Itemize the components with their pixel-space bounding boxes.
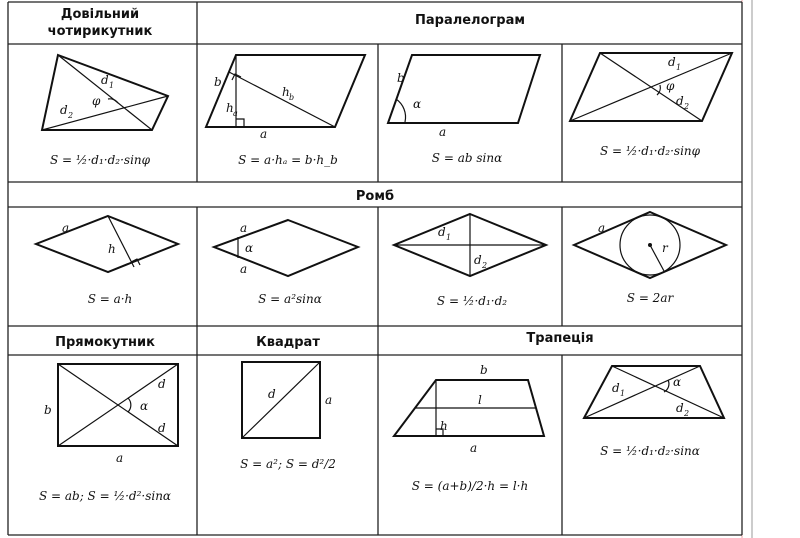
formula-trapezoid-diag: S = ½·d₁·d₂·sinα [600, 444, 700, 458]
label-d-bottom: d [158, 421, 166, 435]
figure-arbitrary-quadrilateral [42, 55, 168, 130]
figure-parallelogram-diagonals [570, 53, 732, 121]
label-alpha: α [413, 97, 422, 111]
label-d1: d [438, 225, 446, 239]
label-a: a [260, 127, 268, 141]
label-d2: d [676, 401, 684, 415]
label-a-bottom: a [240, 262, 248, 276]
figure-trapezoid-midline [394, 380, 544, 436]
label-d-top: d [158, 377, 166, 391]
formula-arbitrary: S = ½·d₁·d₂·sinφ [49, 153, 151, 167]
formula-rhombus-circle: S = 2ar [626, 291, 674, 305]
label-ha: h [226, 101, 234, 115]
label-l: l [478, 393, 482, 407]
label-alpha: α [673, 375, 682, 389]
label-b: b [480, 363, 488, 377]
figure-rhombus-diagonals [394, 214, 546, 276]
label-d1: d [668, 55, 676, 69]
label-ha-sub: a [233, 109, 238, 118]
label-d2: d [474, 253, 482, 267]
formula-par-heights: S = a·hₐ = b·h_b [238, 153, 338, 167]
label-d2-sub: 2 [482, 261, 488, 270]
header-square: Квадрат [256, 335, 320, 350]
figure-rhombus-sine [214, 220, 358, 276]
figure-rhombus-height [36, 216, 178, 272]
formula-par-diag: S = ½·d₁·d₂·sinφ [599, 144, 701, 158]
header-rectangle: Прямокутник [55, 335, 155, 350]
label-a: a [439, 125, 447, 139]
label-h: h [108, 242, 116, 256]
label-d1-sub: 1 [620, 389, 626, 398]
label-hb-sub: b [289, 93, 295, 102]
figure-rhombus-incircle [574, 212, 726, 278]
label-d2-sub: 2 [684, 102, 690, 111]
label-b: b [397, 71, 405, 85]
label-d1-sub: 1 [676, 63, 682, 72]
label-hb: h [282, 85, 290, 99]
label-phi: φ [666, 79, 675, 93]
label-b: b [44, 403, 52, 417]
label-a: a [598, 221, 606, 235]
header-arbitrary-line1: Довільний [60, 7, 140, 22]
label-a-top: a [240, 221, 248, 235]
label-d2-sub: 2 [68, 111, 74, 120]
figure-parallelogram-sine [388, 55, 540, 123]
label-d1-sub: 1 [446, 233, 452, 242]
label-a: a [325, 393, 333, 407]
label-b: b [214, 75, 222, 89]
label-d2-sub: 2 [684, 409, 690, 418]
label-d1: d [101, 73, 109, 87]
formula-rhombus-diag: S = ½·d₁·d₂ [436, 294, 508, 308]
label-r: r [662, 241, 668, 255]
label-d1-sub: 1 [109, 81, 115, 90]
header-parallelogram: Паралелограм [414, 13, 526, 28]
formula-rhombus-height: S = a·h [87, 292, 133, 306]
formula-rhombus-sine: S = a²sinα [258, 292, 322, 306]
figure-trapezoid-diagonals [584, 366, 724, 418]
label-d1: d [612, 381, 620, 395]
label-alpha: α [245, 241, 254, 255]
formula-par-sine: S = ab sinα [431, 151, 503, 165]
header-trapezoid: Трапеція [526, 331, 594, 346]
header-rhombus: Ромб [355, 189, 395, 204]
formula-square: S = a²; S = d²/2 [240, 457, 336, 471]
label-a: a [62, 221, 70, 235]
figure-square [242, 362, 320, 438]
label-h: h [440, 419, 448, 433]
formula-trapezoid-midline: S = (a+b)/2·h = l·h [411, 479, 529, 493]
label-phi: φ [92, 94, 101, 108]
label-d2: d [676, 94, 684, 108]
formula-rectangle: S = ab; S = ½·d²·sinα [38, 489, 172, 503]
label-d2: d [60, 103, 68, 117]
label-alpha: α [140, 399, 149, 413]
label-d: d [268, 387, 276, 401]
label-a: a [116, 451, 124, 465]
header-arbitrary-line2: чотирикутник [47, 24, 153, 39]
label-a: a [470, 441, 478, 455]
